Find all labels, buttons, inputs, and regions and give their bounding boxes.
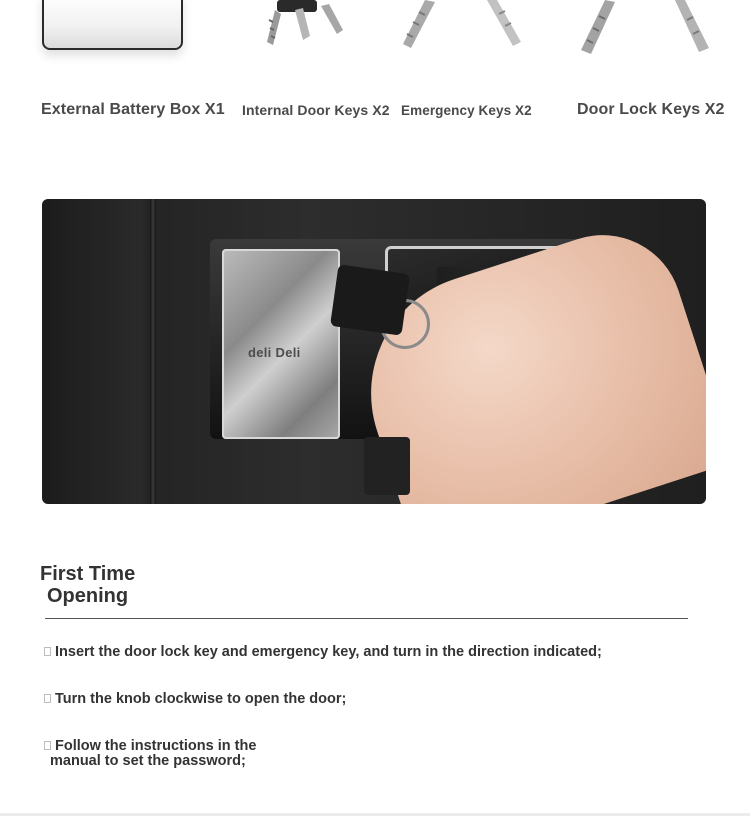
- lock-plate: [222, 249, 340, 439]
- step-1: [44, 645, 602, 660]
- hanging-key: [364, 437, 410, 495]
- inserted-key: [330, 264, 410, 335]
- plate-brand-logo: deli Deli: [248, 345, 301, 360]
- bullet-box-icon: [44, 647, 51, 656]
- accessory-label-door-lock-keys: Door Lock Keys X2: [577, 101, 725, 118]
- step-1-text: Insert the door lock key and emergency key, and turn in the direction indicated;: [55, 644, 602, 660]
- internal-keys-icon: [255, 0, 355, 60]
- emergency-keys-icon: [395, 0, 525, 60]
- step-2-text: Turn the knob clockwise to open the door;: [55, 691, 347, 707]
- section-title-line2: Opening: [47, 585, 129, 607]
- bullet-box-icon: [44, 741, 51, 750]
- step-3: [44, 739, 256, 769]
- accessory-label-internal-keys: Internal Door Keys X2: [242, 102, 390, 118]
- heading-divider: [45, 618, 688, 619]
- safe-lock-photo: [42, 199, 706, 504]
- section-title-line1: First Time: [40, 563, 136, 585]
- bullet-box-icon: [44, 694, 51, 703]
- accessory-label-battery: External Battery Box X1: [41, 101, 225, 118]
- door-seam: [150, 199, 156, 504]
- accessory-label-emergency-keys: Emergency Keys X2: [401, 103, 532, 118]
- section-title: [40, 563, 135, 607]
- step-2: [44, 692, 346, 707]
- step-3-text-line2: manual to set the password;: [50, 753, 246, 769]
- battery-box-icon: [42, 0, 183, 50]
- step-3-text-line1: Follow the instructions in the: [55, 738, 257, 754]
- door-lock-keys-icon: [575, 0, 715, 60]
